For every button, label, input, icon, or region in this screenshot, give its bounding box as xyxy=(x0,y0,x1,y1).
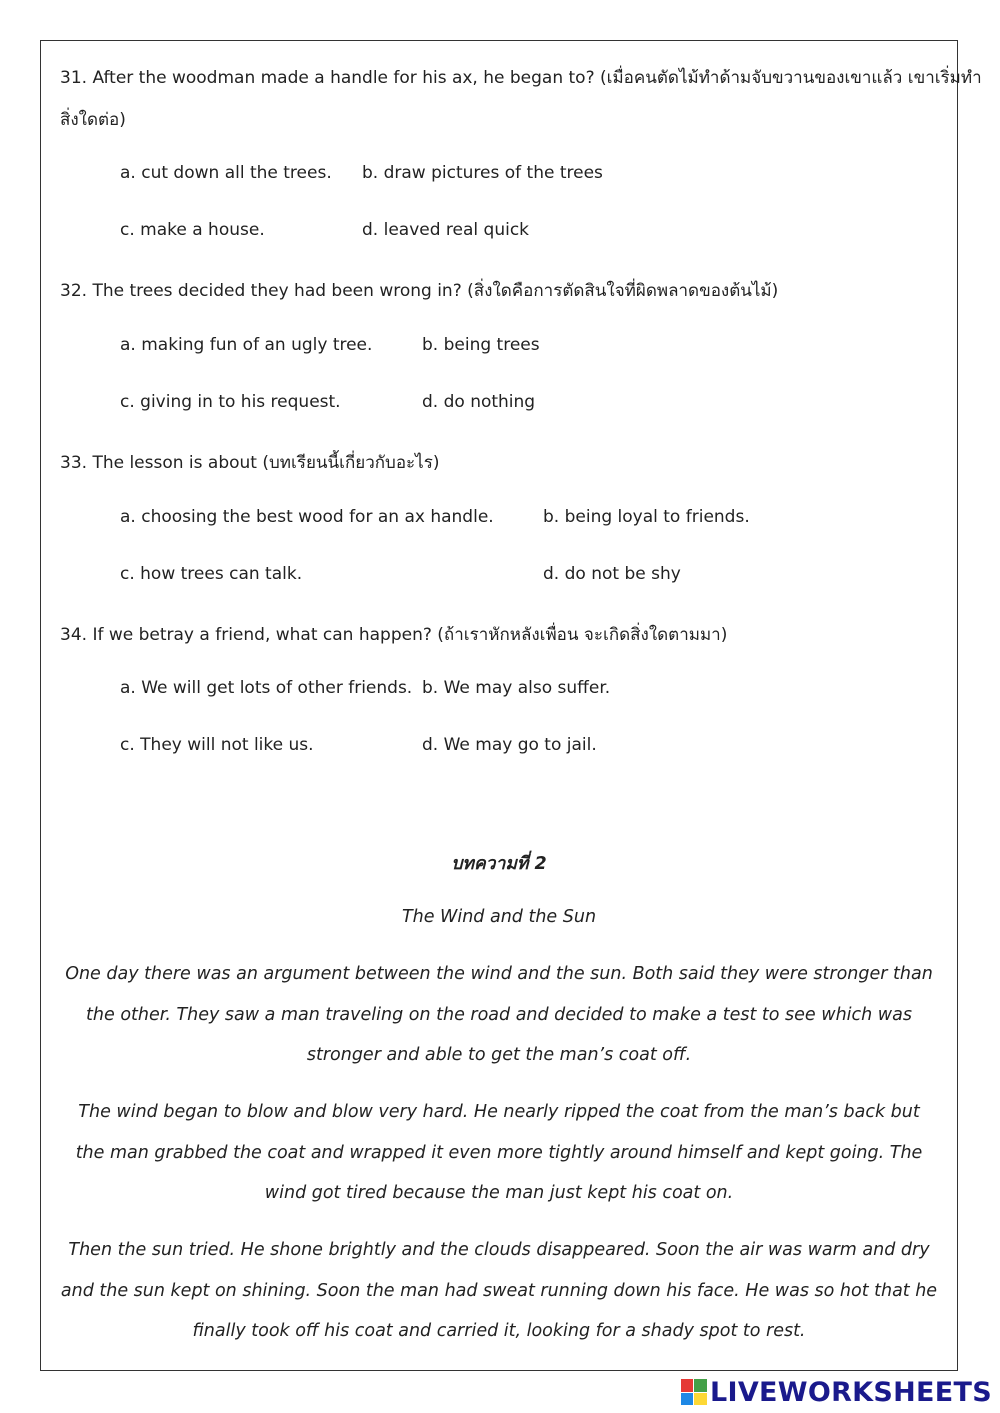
passage-line: the other. They saw a man traveling on the road and decided to make a test to see which was xyxy=(86,1005,912,1025)
q32-option-d[interactable]: d. do nothing xyxy=(422,392,536,412)
question-31-text: 31. After the woodman made a handle for his ax, he began to? (เมื่อคนตัดไม้ทำด้ามจับขวานของเขาแล้ว เขาเริ่มทำ xyxy=(60,68,982,88)
q33-option-b[interactable]: b. being loyal to friends. xyxy=(543,507,750,527)
passage-line: the man grabbed the coat and wrapped it even more tightly around himself and kept going. The xyxy=(75,1143,923,1163)
question-34-text: 34. If we betray a friend, what can happen? (ถ้าเราหักหลังเพื่อน จะเกิดสิ่งใดตามมา) xyxy=(60,625,728,645)
q34-option-c[interactable]: c. They will not like us. xyxy=(120,735,314,755)
q32-option-c[interactable]: c. giving in to his request. xyxy=(120,392,341,412)
q33-option-d[interactable]: d. do not be shy xyxy=(543,564,681,584)
question-32-text: 32. The trees decided they had been wrong in? (สิ่งใดคือการตัดสินใจที่ผิดพลาดของต้นไม้) xyxy=(60,281,779,301)
q32-option-a[interactable]: a. making fun of an ugly tree. xyxy=(120,335,373,355)
brand-name: LIVEWORKSHEETS xyxy=(709,1376,992,1408)
q31-option-c[interactable]: c. make a house. xyxy=(120,220,265,240)
q31-option-b[interactable]: b. draw pictures of the trees xyxy=(362,163,603,183)
question-31-text-cont: สิ่งใดต่อ) xyxy=(60,110,126,130)
passage-heading: บทความที่ 2 xyxy=(451,854,547,874)
passage-title: The Wind and the Sun xyxy=(401,907,597,927)
liveworksheets-logo-icon xyxy=(681,1379,707,1405)
q31-option-d[interactable]: d. leaved real quick xyxy=(362,220,530,240)
q31-option-a[interactable]: a. cut down all the trees. xyxy=(120,163,332,183)
q34-option-a[interactable]: a. We will get lots of other friends. xyxy=(120,678,413,698)
question-33-text: 33. The lesson is about (บทเรียนนี้เกี่ยวกับอะไร) xyxy=(60,453,440,473)
passage-line: and the sun kept on shining. Soon the man had sweat running down his face. He was so hot that he xyxy=(60,1281,938,1301)
q32-option-b[interactable]: b. being trees xyxy=(422,335,540,355)
passage-line: wind got tired because the man just kept his coat on. xyxy=(264,1183,734,1203)
q33-option-c[interactable]: c. how trees can talk. xyxy=(120,564,303,584)
passage-line: The wind began to blow and blow very hard. He nearly ripped the coat from the man’s back but xyxy=(78,1102,920,1122)
q34-option-b[interactable]: b. We may also suffer. xyxy=(422,678,611,698)
q33-option-a[interactable]: a. choosing the best wood for an ax handle. xyxy=(120,507,494,527)
passage-line: finally took off his coat and carried it, looking for a shady spot to rest. xyxy=(192,1321,806,1341)
q34-option-d[interactable]: d. We may go to jail. xyxy=(422,735,597,755)
passage-line: One day there was an argument between the wind and the sun. Both said they were stronger than xyxy=(65,964,933,984)
passage-line: Then the sun tried. He shone brightly and the clouds disappeared. Soon the air was warm and dry xyxy=(68,1240,930,1260)
passage-line: stronger and able to get the man’s coat off. xyxy=(306,1045,692,1065)
liveworksheets-logo xyxy=(681,1377,992,1407)
